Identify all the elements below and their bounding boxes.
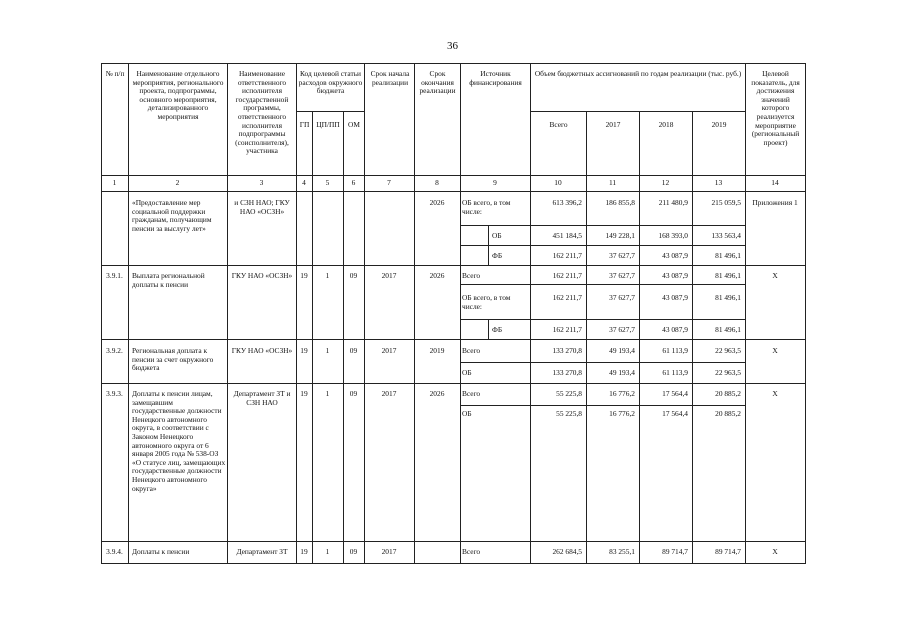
row1-s1-2017: 37 627,7	[609, 271, 635, 280]
row4-tsp: 1	[325, 547, 330, 556]
rule-r4-end	[101, 563, 805, 564]
row3-s1-2017: 16 776,2	[609, 389, 635, 398]
row2-s1-source: Всего	[462, 346, 481, 355]
row1-s3-2017: 37 627,7	[609, 325, 635, 334]
row2-tsp: 1	[325, 346, 330, 355]
row1-s1-total: 162 211,7	[552, 271, 582, 280]
header-total: Всего	[549, 120, 568, 129]
rule-num-bottom	[101, 191, 805, 192]
row3-s1-2018: 17 564,4	[662, 389, 688, 398]
row4-s1-total: 262 684,5	[552, 547, 582, 556]
row4-target: Х	[772, 547, 778, 556]
row3-s2-2018: 17 564,4	[662, 409, 688, 418]
colnum: 5	[325, 178, 330, 187]
row3-s2-source: ОБ	[462, 409, 472, 418]
rule-col13	[745, 63, 746, 564]
row1-num: 3.9.1.	[106, 271, 123, 280]
colnum: 7	[387, 178, 391, 187]
rule-col8	[460, 63, 461, 564]
header-num: № п/п	[105, 69, 125, 78]
header-tsp: ЦП/ПП	[316, 120, 340, 129]
row1-s3-2018: 43 087,9	[662, 325, 688, 334]
row2-end: 2019	[429, 346, 445, 355]
rule-r2-end	[101, 383, 805, 384]
rule-r0-a	[460, 225, 745, 226]
row0-s2-2019: 133 563,4	[711, 231, 741, 240]
row2-s1-total: 133 270,8	[552, 346, 582, 355]
row4-s1-source: Всего	[462, 547, 481, 556]
row4-s1-2018: 89 714,7	[662, 547, 688, 556]
row0-s3-2017: 37 627,7	[609, 251, 635, 260]
row3-executor: Департамент ЗТ и СЗН НАО	[233, 389, 291, 407]
row2-s2-source: ОБ	[462, 368, 472, 377]
page-number: 36	[447, 40, 458, 52]
row1-s2-total: 162 211,7	[552, 293, 582, 302]
header-target: Целевой показатель, для достижения значений которого реализуется мероприятие (региональный проект)	[751, 69, 800, 147]
row3-tsp: 1	[325, 389, 330, 398]
row3-s1-source: Всего	[462, 389, 481, 398]
rule-col6	[364, 63, 365, 564]
row3-s2-total: 55 225,8	[556, 409, 582, 418]
row1-name: Выплата региональной доплаты к пенсии	[132, 271, 205, 289]
colnum: 1	[112, 178, 117, 187]
row4-executor: Департамент ЗТ	[236, 547, 288, 556]
row0-s2-source: ОБ	[492, 231, 502, 240]
rule-r3-a	[460, 405, 745, 406]
row4-name: Доплаты к пенсии	[132, 547, 190, 556]
colnum: 3	[259, 178, 264, 187]
row1-om: 09	[349, 271, 358, 280]
rule-r1-b	[460, 319, 745, 320]
row0-s1-2017: 186 855,8	[605, 198, 635, 207]
row2-target: Х	[772, 346, 778, 355]
row3-end: 2026	[429, 389, 445, 398]
row1-s1-2018: 43 087,9	[662, 271, 688, 280]
row3-om: 09	[349, 389, 358, 398]
rule-r0-end	[101, 265, 805, 266]
rule-src-split-b	[488, 319, 489, 339]
rule-col3	[296, 63, 297, 564]
row1-s3-2019: 81 496,1	[715, 325, 741, 334]
row2-s2-total: 133 270,8	[552, 368, 582, 377]
colnum: 8	[435, 178, 439, 187]
rule-r1-end	[101, 339, 805, 340]
row0-s3-2019: 81 496,1	[715, 251, 741, 260]
row2-s2-2017: 49 193,4	[609, 368, 635, 377]
row2-s1-2019: 22 963,5	[715, 346, 741, 355]
rule-col9	[530, 63, 531, 564]
row1-s3-total: 162 211,7	[552, 325, 582, 334]
header-name: Наименование отдельного мероприятия, регионального проекта, подпрограммы, основного мероприятия, детализированного мероприятия	[132, 69, 224, 121]
row0-s1-source: ОБ всего, в том числе:	[462, 198, 511, 216]
row4-num: 3.9.4.	[106, 547, 123, 556]
row0-s2-2018: 168 393,0	[658, 231, 688, 240]
row1-s1-2019: 81 496,1	[715, 271, 741, 280]
row0-s1-2018: 211 480,9	[658, 198, 688, 207]
row3-s2-2017: 16 776,2	[609, 409, 635, 418]
colnum: 14	[771, 178, 779, 187]
rule-r0-b	[460, 245, 745, 246]
row2-s2-2019: 22 963,5	[715, 368, 741, 377]
rule-src-split-a	[488, 225, 489, 265]
row1-start: 2017	[381, 271, 397, 280]
row4-s1-2019: 89 714,7	[715, 547, 741, 556]
row1-s2-2017: 37 627,7	[609, 293, 635, 302]
header-2019: 2019	[711, 120, 727, 129]
row1-s2-2019: 81 496,1	[715, 293, 741, 302]
row2-num: 3.9.2.	[106, 346, 123, 355]
rule-col7	[414, 63, 415, 564]
header-source: Источник финансирования	[469, 69, 522, 87]
row0-s3-total: 162 211,7	[552, 251, 582, 260]
rule-sub-top	[296, 111, 364, 112]
row1-s3-source: ФБ	[492, 325, 503, 334]
rule-head-bottom	[101, 175, 805, 176]
colnum: 13	[714, 178, 723, 187]
row0-s3-source: ФБ	[492, 251, 503, 260]
row4-gp: 19	[300, 547, 308, 556]
row2-s1-2017: 49 193,4	[609, 346, 635, 355]
row0-target: Приложения 1	[752, 198, 798, 207]
colnum: 9	[493, 178, 497, 187]
row1-s1-source: Всего	[462, 271, 481, 280]
row0-s2-total: 451 184,5	[552, 231, 582, 240]
rule-sub-years	[530, 111, 745, 112]
row1-s2-2018: 43 087,9	[662, 293, 688, 302]
row0-end: 2026	[429, 198, 445, 207]
row3-start: 2017	[381, 389, 397, 398]
rule-r1-a	[460, 284, 745, 285]
colnum: 12	[661, 178, 670, 187]
row3-s1-2019: 20 885,2	[715, 389, 741, 398]
row2-start: 2017	[381, 346, 397, 355]
row3-gp: 19	[300, 389, 308, 398]
header-volume: Объем бюджетных ассигнований по годам реализации (тыс. руб.)	[534, 69, 742, 78]
colnum: 2	[175, 178, 180, 187]
rule-col1	[128, 63, 129, 564]
row4-om: 09	[349, 547, 358, 556]
colnum: 11	[608, 178, 617, 187]
row2-gp: 19	[300, 346, 308, 355]
row1-tsp: 1	[325, 271, 330, 280]
row1-target: Х	[772, 271, 778, 280]
rule-top	[101, 63, 805, 64]
header-2017: 2017	[605, 120, 621, 129]
colnum: 6	[351, 178, 356, 187]
row2-executor: ГКУ НАО «ОСЗН»	[231, 346, 293, 355]
header-end: Срок окончания реализации	[419, 69, 456, 96]
row3-s1-total: 55 225,8	[556, 389, 582, 398]
row3-target: Х	[772, 389, 778, 398]
row4-s1-2017: 83 255,1	[609, 547, 635, 556]
header-code: Код целевой статьи расходов окружного бюджета	[298, 69, 363, 96]
row1-end: 2026	[429, 271, 445, 280]
row0-s1-2019: 215 059,5	[711, 198, 741, 207]
header-om: ОМ	[348, 120, 360, 129]
row1-executor: ГКУ НАО «ОСЗН»	[231, 271, 293, 280]
row1-s2-source: ОБ всего, в том числе:	[462, 293, 511, 311]
rule-col14	[805, 63, 806, 564]
row2-s1-2018: 61 113,9	[662, 346, 688, 355]
header-executor: Наименование ответственного исполнителя государственной программы, ответственного исполнителя подпрограммы (соисполнителя), участника	[235, 69, 289, 156]
row2-s2-2018: 61 113,9	[662, 368, 688, 377]
header-gp: ГП	[299, 120, 310, 129]
rule-r2-a	[460, 362, 745, 363]
row0-s1-total: 613 396,2	[552, 198, 582, 207]
row2-om: 09	[349, 346, 358, 355]
colnum: 4	[302, 178, 306, 187]
row0-executor: и СЗН НАО; ГКУ НАО «ОСЗН»	[234, 198, 290, 216]
row1-gp: 19	[300, 271, 308, 280]
row2-name: Региональная доплата к пенсии за счет окружного бюджета	[132, 346, 214, 373]
row4-start: 2017	[381, 547, 397, 556]
row3-num: 3.9.3.	[106, 389, 123, 398]
rule-r3-end	[101, 541, 805, 542]
colnum: 10	[554, 178, 562, 187]
row0-s3-2018: 43 087,9	[662, 251, 688, 260]
header-2018: 2018	[658, 120, 674, 129]
rule-col0	[101, 63, 102, 564]
row3-name: Доплаты к пенсии лицам, замещавшим государственные должности Ненецкого автономного округа, в соответствии с Законом Ненецкого автономного округа от 6 января 2005 года № 538-ОЗ «О статусе лиц, замещающих государственные должности Ненецкого автономного округа»	[132, 389, 226, 493]
row3-s2-2019: 20 885,2	[715, 409, 741, 418]
row0-name: «Предоставление мер социальной поддержки гражданам, получающим пенсии за выслугу лет»	[132, 198, 212, 233]
row0-s2-2017: 149 228,1	[605, 231, 635, 240]
header-start: Срок начала реализации	[370, 69, 410, 87]
